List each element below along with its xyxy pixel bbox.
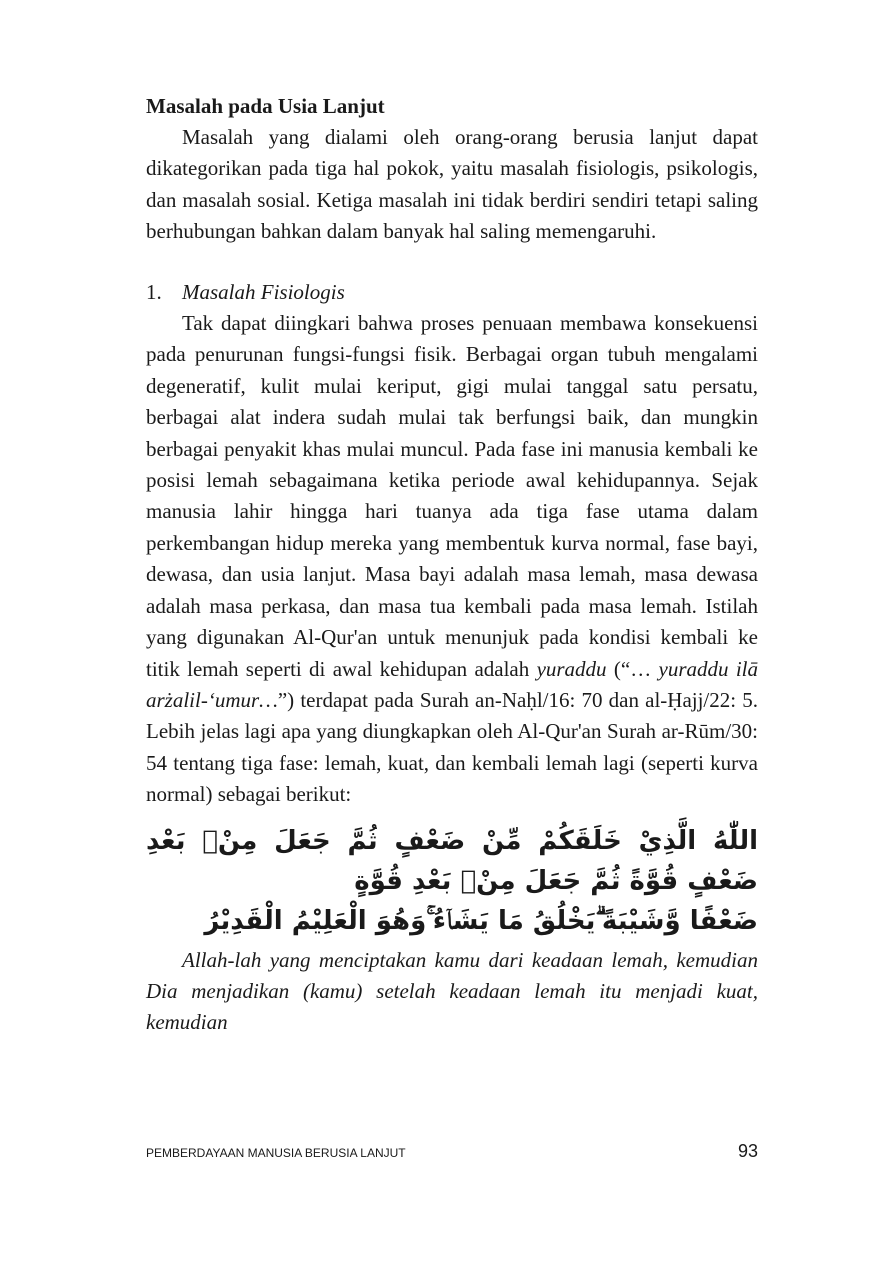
subsection-title: Masalah Fisiologis [182,279,345,304]
term-yuraddu: yuraddu [536,656,607,681]
paragraph-text-c: ”) terdapat pada Surah an-Naḥl/16: 70 dan al-Ḥajj/22: 5. Lebih jelas lagi apa yang diungkapkan oleh Al-Qur'an Surah ar-Rūm/30: 54 tentang tiga fase: lemah, kuat, dan kembali lemah lagi (seperti kurva normal) sebagai berikut: [146,687,758,807]
verse-line-2: ضَعْفًا وَّشَيْبَةً ۗيَخْلُقُ مَا يَشَاۤءُ ۚوَهُوَ الْعَلِيْمُ الْقَدِيْرُ [204,905,758,936]
page-body [146,90,758,1039]
quoted-phrase: yuraddu ilā arżalil-‘umur… [146,656,758,712]
subsection-number: 1. [146,279,162,304]
page-number: 93 [737,1141,758,1161]
spacer [146,248,758,277]
paragraph-text-b: (“… [606,656,659,681]
running-title: PEMBERDAYAAN MANUSIA BERUSIA LANJUT [146,1146,406,1160]
intro-paragraph: Masalah yang dialami oleh orang-orang berusia lanjut dapat dikategorikan pada tiga hal pokok, yaitu masalah fisiologis, psikologis, dan masalah sosial. Ketiga masalah ini tidak berdiri sendiri tetapi saling berhubungan bahkan dalam banyak hal saling memengaruhi. [146,125,758,244]
quran-verse [146,821,758,941]
page-footer [146,1141,758,1162]
section-title: Masalah pada Usia Lanjut [146,94,385,118]
paragraph-text-a: Tak dapat diingkari bahwa proses penuaan membawa konsekuensi pada penurunan fungsi-fungsi fisik. Berbagai organ tubuh mengalami degeneratif, kulit mulai keriput, gigi mulai tanggal satu persatu, berbagai alat indera sudah mulai tak berfungsi baik, dan mungkin berbagai penyakit khas mulai muncul. Pada fase ini manusia kembali ke posisi lemah sebagaimana ketika periode awal kehidupannya. Sejak manusia lahir hingga hari tuanya ada tiga fase utama dalam perkembangan hidup mereka yang membentuk kurva normal, fase bayi, dewasa, dan usia lanjut. Masa bayi adalah masa lemah, masa dewasa adalah masa perkasa, dan masa tua kembali pada masa lemah. Istilah yang digunakan Al-Qur'an untuk menunjuk pada kondisi kembali ke titik lemah seperti di awal kehidupan adalah [146,311,758,681]
verse-line-1: اللّٰهُ الَّذِيْ خَلَقَكُمْ مِّنْ ضَعْفٍ ثُمَّ جَعَلَ مِنْۢ بَعْدِ ضَعْفٍ قُوَّةً ثُمَّ جَعَلَ مِنْۢ بَعْدِ قُوَّةٍ [146,825,758,896]
verse-translation: Allah-lah yang menciptakan kamu dari keadaan lemah, kemudian Dia menjadikan (kamu) setelah keadaan lemah itu menjadi kuat, kemudian [146,947,758,1035]
body-paragraph [146,308,758,811]
subsection-heading [146,277,758,308]
